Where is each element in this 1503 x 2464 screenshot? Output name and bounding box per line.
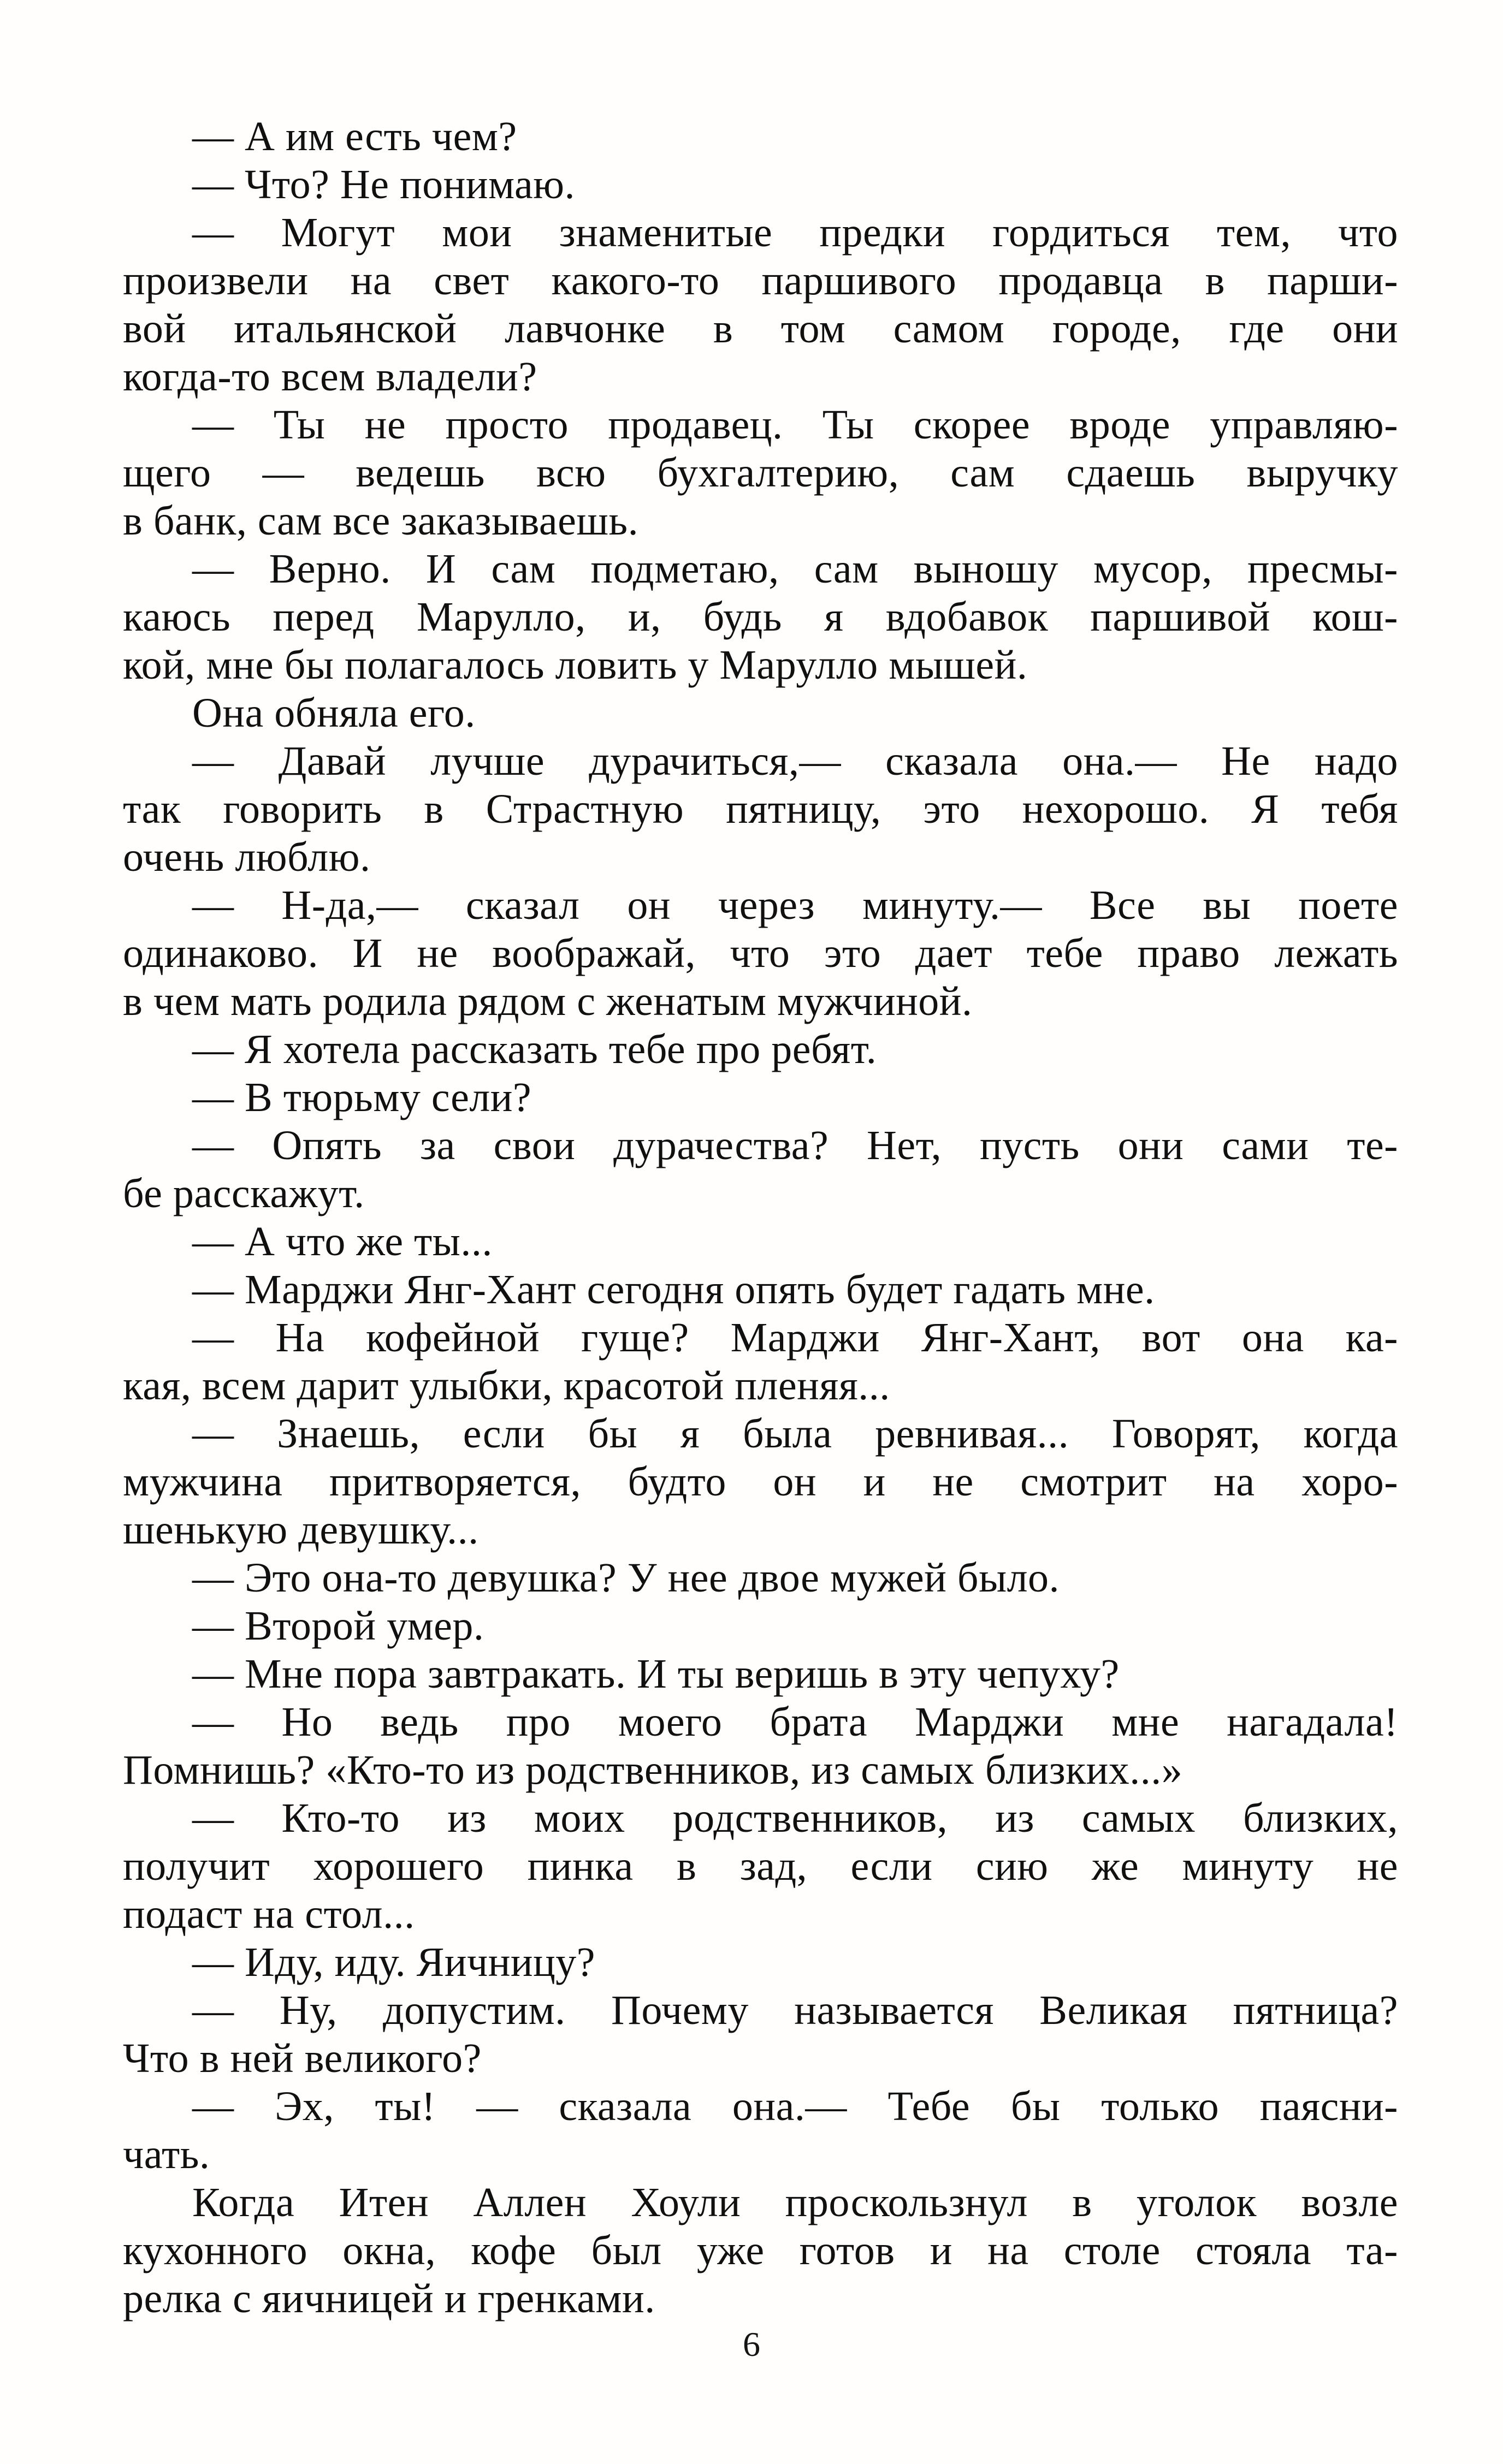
text-line: — Кто-то из моих родственников, из самых близких,: [192, 1795, 1398, 1841]
text-line: одинаково. И не воображай, что это дает тебе право лежать: [123, 930, 1398, 976]
text-line: шенькую девушку...: [123, 1507, 479, 1553]
text-line: — Эх, ты! — сказала она.— Тебе бы только паясни-: [192, 2083, 1398, 2129]
text-line: очень люблю.: [123, 834, 371, 880]
text-line: — На кофейной гуще? Марджи Янг-Хант, вот она ка-: [192, 1315, 1398, 1361]
text-line: Помнишь? «Кто-то из родственников, из самых близких...»: [123, 1747, 1183, 1793]
text-line: Что в ней великого?: [123, 2035, 482, 2081]
text-line: — Что? Не понимаю.: [192, 162, 576, 207]
paragraph: [123, 1218, 1398, 1266]
paragraph: [123, 1986, 1398, 2082]
text-line: — Верно. И сам подметаю, сам выношу мусор, пресмы-: [192, 546, 1398, 592]
text-line: произвели на свет какого-то паршивого продавца в парши-: [123, 258, 1398, 304]
paragraph: [123, 737, 1398, 881]
text-line: щего — ведешь всю бухгалтерию, сам сдаешь выручку: [123, 450, 1398, 496]
text-line: релка с яичницей и гренками.: [123, 2276, 655, 2321]
paragraph: [123, 161, 1398, 209]
paragraph: [123, 1602, 1398, 1650]
paragraph: [123, 1025, 1398, 1073]
text-line: когда-то всем владели?: [123, 354, 537, 400]
text-line: вой итальянской лавчонке в том самом городе, где они: [123, 306, 1398, 352]
text-line: так говорить в Страстную пятницу, это нехорошо. Я тебя: [123, 786, 1398, 832]
paragraph: [123, 112, 1398, 161]
text-line: кухонного окна, кофе был уже готов и на столе стояла та-: [123, 2228, 1398, 2273]
text-line: Когда Итен Аллен Хоули проскользнул в уголок возле: [192, 2180, 1398, 2225]
paragraph: [123, 545, 1398, 689]
text-line: — А им есть чем?: [192, 114, 517, 159]
text-line: — Ну, допустим. Почему называется Великая пятница?: [192, 1987, 1398, 2033]
paragraph: [123, 2178, 1398, 2323]
text-line: чать.: [123, 2131, 210, 2177]
text-line: — В тюрьму сели?: [192, 1074, 532, 1120]
paragraph: [123, 881, 1398, 1025]
page-number: 6: [743, 2325, 760, 2364]
paragraph: [123, 209, 1398, 401]
paragraph: [123, 1938, 1398, 1986]
paragraph: [123, 689, 1398, 737]
text-line: — Знаешь, если бы я была ревнивая... Говорят, когда: [192, 1411, 1398, 1457]
paragraph: [123, 1314, 1398, 1410]
text-line: Она обняла его.: [192, 690, 476, 736]
text-block: [123, 112, 1398, 2323]
text-line: — Но ведь про моего брата Марджи мне нагадала!: [192, 1699, 1398, 1745]
text-line: — Могут мои знаменитые предки гордиться тем, что: [192, 210, 1398, 256]
paragraph: [123, 1266, 1398, 1314]
text-line: в банк, сам все заказываешь.: [123, 498, 639, 544]
text-line: — Давай лучше дурачиться,— сказала она.— Не надо: [192, 738, 1398, 784]
text-line: подаст на стол...: [123, 1891, 415, 1937]
paragraph: [123, 2082, 1398, 2178]
text-line: — Второй умер.: [192, 1603, 484, 1649]
text-line: кой, мне бы полагалось ловить у Марулло мышей.: [123, 642, 1028, 688]
text-line: — Н-да,— сказал он через минуту.— Все вы поете: [192, 882, 1398, 928]
text-line: кая, всем дарит улыбки, красотой пленяя...: [123, 1363, 890, 1409]
text-line: — Мне пора завтракать. И ты веришь в эту чепуху?: [192, 1651, 1120, 1697]
text-line: бе расскажут.: [123, 1171, 365, 1216]
paragraph: [123, 401, 1398, 545]
paragraph: [123, 1650, 1398, 1698]
text-line: мужчина притворяется, будто он и не смотрит на хоро-: [123, 1459, 1398, 1505]
text-line: получит хорошего пинка в зад, если сию же минуту не: [123, 1843, 1398, 1889]
paragraph: [123, 1410, 1398, 1554]
text-line: — Марджи Янг-Хант сегодня опять будет гадать мне.: [192, 1267, 1155, 1313]
text-line: — А что же ты...: [192, 1219, 493, 1264]
text-line: — Иду, иду. Яичницу?: [192, 1939, 596, 1985]
paragraph: [123, 1698, 1398, 1794]
text-line: — Опять за свои дурачества? Нет, пусть они сами те-: [192, 1123, 1398, 1168]
paragraph: [123, 1121, 1398, 1218]
text-line: — Ты не просто продавец. Ты скорее вроде управляю-: [192, 402, 1398, 448]
paragraph: [123, 1073, 1398, 1121]
paragraph: [123, 1794, 1398, 1938]
text-line: — Я хотела рассказать тебе про ребят.: [192, 1026, 877, 1072]
text-line: в чем мать родила рядом с женатым мужчиной.: [123, 978, 973, 1024]
text-line: — Это она-то девушка? У нее двое мужей было.: [192, 1555, 1060, 1601]
paragraph: [123, 1554, 1398, 1602]
text-line: каюсь перед Марулло, и, будь я вдобавок паршивой кош-: [123, 594, 1398, 640]
